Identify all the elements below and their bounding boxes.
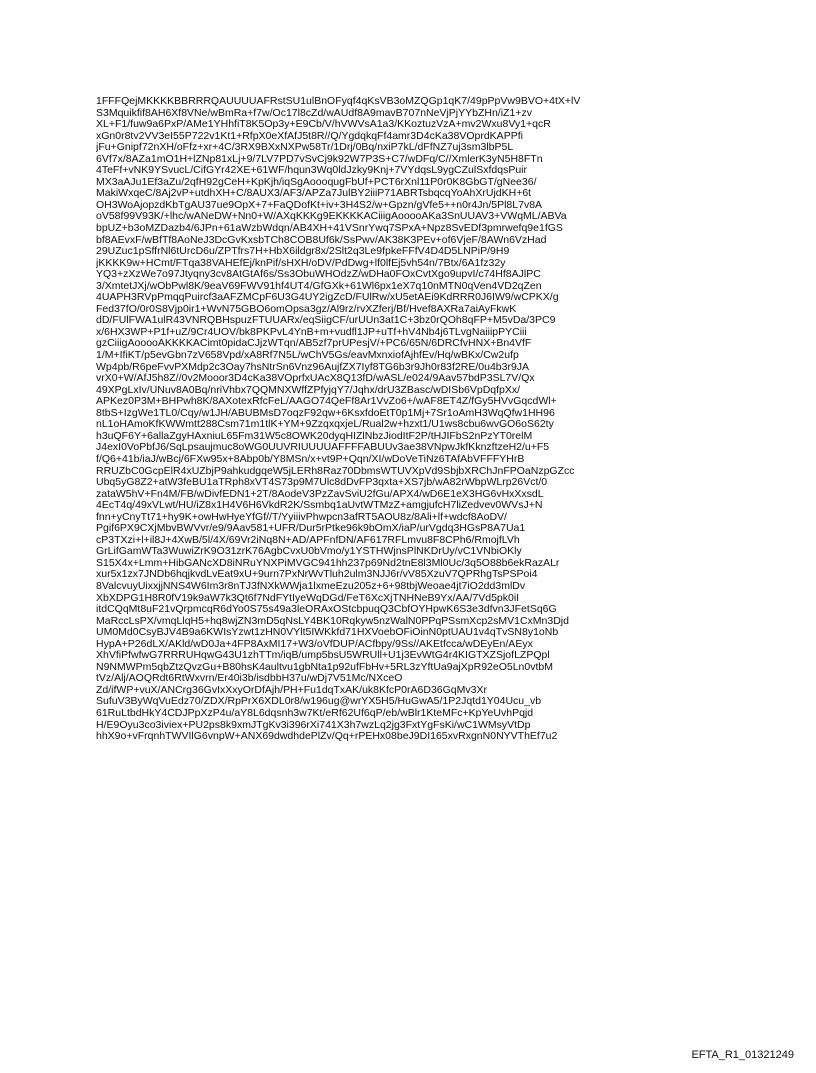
text-line: oV58f99V93K/+lhc/wANeDW+Nn0+W/AXqKKKg9EKKKKACiiigAooooAKa3SnUUAV3+VWqML/ABVa bbox=[96, 211, 567, 223]
text-line: gzCiiigAooooAKKKKACimt0pidaCJjzWTqn/AB5zf7prUPesjV/+PC6/65N/6DRCfvHNX+Bn4VfF bbox=[96, 338, 532, 350]
text-line: jFu+Gnipf72nXH/oFfz+xr+4C/3RX9BXxNXPw58Tr/1Drj/0Bq/nxiP7kL/dFfNZ7uj3sm3lbP5L bbox=[96, 142, 514, 154]
text-line: bpUZ+b3oMZDazb4/6JPn+61aWzbWdqn/AB4XH+41VSnrYwq7SPxA+Npz8SvEDf3pmrwefq9e1fGS bbox=[96, 223, 563, 235]
text-line: XhVfiPfwfwG7RRRUHqwG43U1zhTTm/iqB/ump5bsU5WRUll+U1j3EvWtG4r4KIGTXZSjofLZPQpl bbox=[96, 650, 550, 662]
text-line: f/Q6+41b/iaJ/wBcj/6FXw95x+8Abp0b/Y8MSn/x+vt9P+Qqn/XI/wDoVeTiNz6TAfAbVFFFYHrB bbox=[96, 453, 525, 465]
text-line: x/6HX3WP+P1f+uZ/9Cr4UOV/bk8PKPvL4YnB+m+vudfl1JP+uTf+hV4Nb4j6TLvgNaiiipPYCiii bbox=[96, 326, 527, 338]
text-line: MaRccLsPX/vmqLlqH5+hq8wjZN3mD5qNsLY4BK10Rqkyw5nzWalN0PPqPSsmXcp2sMV1CxMn3Djd bbox=[96, 615, 569, 627]
text-line: Pgif6PX9CXjMbvBWVvr/e9/9Aav581+UFR/Dur5rPtke96k9bOmX/iaP/urVgdq3HGsP8A7Ua1 bbox=[96, 523, 526, 535]
text-line: SufuV3ByWqVuEdz70/ZDX/RpPrX6XDL0r8/w196ug@wrYX5H5/HuGwA5/1P2Jqtd1Y04Ucu_vb bbox=[96, 696, 542, 708]
text-line: Wp4pb/R6peFvvPXMdp2c3Oay7hsNtrSn6Vnz96AujfZX7Iyf8TG6b3r9Jh0r83f2RE/0u4b3r9JA bbox=[96, 361, 530, 373]
text-line: 1FFFQejMKKKKBBRRRQAUUUUAFRstSU1ulBnOFyqf4qKsVB3oMZQGp1qK7/49pPpVw9BVO+4tX+lV bbox=[96, 96, 581, 107]
text-line: MakiWxqeC/8Aj2vP+utdhXH+C/8AUX3/AF3/APZa7JulBY2iiiP71ABRTsbqcqYoAhXrUjdKH+6t bbox=[96, 188, 532, 200]
text-line: jKKKK9w+HCmt/FTqa38VAHEfEj/knPif/sHXH/oDV/PdDwg+lf0lfEj5vh54n/7Btx/6A1fz32y bbox=[96, 257, 506, 269]
text-line: N9NMWPm5qbZtzQvzGu+B80hsK4aultvu1gbNta1p92ufFbHv+5RL3zYftUa9ajXpR92eO5Ln0vtbM bbox=[96, 661, 553, 673]
text-line: H/E9Oyu3co3iviex+PU2ps8k9xmJTgKv3i396rXi741X3h7wzLq2jg3FxtYgFsKi/wC1WMsyVtDp bbox=[96, 719, 531, 731]
text-line: S3Mquikfif8AH6Xf8VNe/wBmRa+f7w/Oc17l8cZd/wAUdf8A9mavB707nNeVjPjYYbZHn/iZ1+zv bbox=[96, 107, 532, 119]
text-line: 4TeFf+vNK9YSvucL/CifGYr42XE+61WF/hqun3Wq0ldJzky9Knj+7VYdqsL9ygCZulSxfdqsPuir bbox=[96, 165, 528, 177]
text-line: cP3TXzi+l+il8J+4XwB/5l/4X/69Vr2iNq8N+AD/APFnfDN/AF617RFLmvu8F8CPh6/RmojfLVh bbox=[96, 534, 520, 546]
text-line: MX3aAJu1Ef3aZu/2qfH92gCeH+KpKjh/iqSgAoooqugFbUf+PCT6rXnl11P0r0K8GbGT/gNee36/ bbox=[96, 176, 537, 188]
text-line: XL+F1/fuw9a6PxP/AMe1YHhfiT8K5Op3y+E9Cb/V/hVWVsA1a3/KKoztuzVzA+mv2Wxu8Vy1+qcR bbox=[96, 119, 551, 131]
text-line: HypA+P26dLX/AKld/wD0Ja+4FP8AxMI17+W3/oVfDUP/ACfbpy/9Ss//AKEtfcca/wDEyEn/AEyx bbox=[96, 638, 533, 650]
text-line: 29UZuc1pSffrNl6tUrcD6u/ZPTfrs7H+HbX6ildgr8x/2Slt2q3Le9fpkeFFfV4D4D5LNPiP/9H9 bbox=[96, 246, 510, 258]
text-line: xGn0r8tv2VV3eI55P722v1Kt1+RfpX0eXfAfJ5t8R//Q/YgdqkqFf4amr3D4cKa38VOprdKAPPfi bbox=[96, 130, 523, 142]
text-line: RRUZbC0GcpElR4xUZbjP9ahkudgqeW5jLERh8Raz70DbmsWTUVXpVd9SbjbXRChJnFPOaNzpGZcc bbox=[96, 465, 575, 477]
text-line: zataW5hV+Fn4M/FB/wDivfEDN1+2T/8AodeV3PzZavSviU2fGu/APX4/wD6E1eX3HG6vHxXxsdL bbox=[96, 488, 544, 500]
text-line: tVz/Alj/AOQRdt6RtWxvrn/Er40i3b/isdbbH37u/wDj7V51Mc/NXceO bbox=[96, 673, 403, 685]
text-line: xur5x1zx7JNDb6hqjkvdLvEat9xU+9urn7PxNrWvTluh2ulm3NJJ6r/vV85XzuV7QPRhgTsPSPoi4 bbox=[96, 569, 538, 581]
text-line: 1/M+IfiKT/p5evGbn7zV658Vpd/xA8Rf7N5L/wChV5Gs/eavMxnxiofAjhfEv/Hq/wBKx/Cw2ufp bbox=[96, 350, 519, 362]
text-line: 8ValcvuyUixxjjNNS4W6Im3r8nTJ3fNXkWWja1lxmeEzu205z+6+98tbjWeoae4jt7iO2dd3mlDv bbox=[96, 580, 526, 592]
text-line: S15X4x+Lmm+HibGANcXD8iNRuYNXPiMVGC941hh237p69Nd2tnE8l3Ml0Uc/3q5O88b6ekRazALr bbox=[96, 557, 560, 569]
text-line: nL1oHAmoKfKWWmtt288Csm71m1tlK+YM+9ZzqxqxjeL/Rual2w+hzxt1/U1ws8cbu6wvGO6oS62ty bbox=[96, 419, 554, 431]
text-line: 61RuLtbdHkY4CDJPpXzP4u/aY8L6dqsnh3w7Kt/eRf62Uf6qP/eb/wBlr1KteMFc+KpYeUvhPqjd bbox=[96, 707, 534, 719]
text-line: UM0Md0CsyBJV4B9a6KWIsYzwt1zHN0VYlt5IWKkfd71HXVoebOFiOinN0ptUAU1v4qTvSN8y1oNb bbox=[96, 627, 559, 639]
text-line: vrX0+W/AfJ5h8Z//0v2Mooor3D4cKa38VOprfxUAcX8Q13fD/wASL/e024/9Aav57bdP3SL7V/Qx bbox=[96, 373, 535, 385]
document-id-label: EFTA_R1_01321249 bbox=[691, 1049, 794, 1061]
text-line: 3/XmtetJXj/wObPwl8K/9eaV69FWV91hf4UT4/GfGXk+61Wl6px1eX7q10nMTN0qVen4VD2qZen bbox=[96, 280, 542, 292]
text-line: GrLifGamWTa3WuwiZrK9O31zrK76AgbCvxU0bVmo/y1YSTHWjnsPlNKDrUy/vC1VNbiOKly bbox=[96, 546, 522, 558]
text-line: YQ3+zXzWe7o97Jtyqny3cv8AtGtAf6s/Ss3ObuWHOdzZ/wDHa0FOxCvtXgo9upvI/c74Hf8AJlPC bbox=[96, 269, 541, 281]
text-line: 8tbS+IzgWe1TL0/Cqy/w1JH/ABUBMsD7oqzF92qw+6KsxfdoEtT0p1Mj+7Sr1oAmH3WqQfw1HH96 bbox=[96, 407, 555, 419]
text-line: bf8AEvxF/wBfTf8AoNeJ3DcGvKxsbTCh8COB8Uf6k/SsPwv/AK38K3PEv+of6VjeF/8AWn6VzHad bbox=[96, 234, 547, 246]
text-line: 49XPgLxIv/UNuv8A0Bq/nriVhbx7QQMNXWffZPfyjqY7/Jqhx/drU3ZBasc/wDISb6VpDqfpXx/ bbox=[96, 384, 521, 396]
text-line: 6Vf7x/8AZa1mO1H+lZNp81xLj+9/7LV7PD7vSvCj9k92W7P3S+C7/wDFq/C//XmlerK3yN5H8FTn bbox=[96, 153, 543, 165]
text-line: OH3WoAjopzdKbTgAU37ue9OpX+7+FaQDofKt+iv+3H4S2/w+Gpzn/gVfe5++n0r4Jn/5Pl8L7v8A bbox=[96, 199, 543, 211]
text-line: fnn+yCnyTt71+hy9K+owHwHyeYfGf//T/YyiiivPhwpcn3afRT5AOU8z/8Ali+lf+wdcf8AoDV/ bbox=[96, 511, 507, 523]
text-line: itdCQqMt8uF21vQrpmcqR6dYo0S75s49a3leORAxOStcbpuqQ3CbfOYHpwK6S3e3dfvn3JFetSq6G bbox=[96, 604, 557, 616]
text-line: 4UAPH3RVpPmqqPuircf3aAFZMCpF6U3G4UY2igZcD/FUlRw/xU5etAEi9KdRRR0J6IW9/wCPKX/g bbox=[96, 292, 559, 304]
text-line: J4exI0VoPbfJ6/SqLpsaujmuc8oWG0UUVRIUUUUAFFFFABUUv3ae38VNpwJkfKknzftzeH2/u+F5 bbox=[96, 442, 550, 454]
encoded-text-block bbox=[96, 96, 786, 743]
text-line: 4EcT4q/49xVLwt/HU/iZ8x1H4V6H6VkdR2K/Ssmbq1aUvtWTMzZ+amgjufcH7liZedvev0WVsJ+N bbox=[96, 500, 543, 512]
text-line: hhX9o+vFrqnhTWVIlG6vnpW+ANX69dwdhdePlZv/Qq+rPEHx08beJ9DI165xvRxgnN0NYVThEf7u2 bbox=[96, 731, 558, 743]
text-line: XbXDPG1H8R0fV19k9aW7k3Qt6f7NdFYtIyeWqDGd/FeT6XcXjTNHNeB9Yx/AA/7Vd5pk0iI bbox=[96, 592, 520, 604]
text-line: h3uQF6Y+6allaZgyHAxniuL65Fm31W5c8OWK20dyqHIZlNbzJiodItF2P/tHJIFbS2nPzYT0relM bbox=[96, 430, 533, 442]
text-line: Zd/ifWP+vuX/ANCrg36GvIxXxyOrDfAjh/PH+Fu1dqTxAK/uk8KfcP0rA6D36GqMv3Xr bbox=[96, 684, 487, 696]
text-line: dD/FUlFWA1ulR43VNRQBHspuzFTUUARx/eqSiigCF/urUUn3at1C+3bz0rQOh8qFP+M5vDa/3PC9 bbox=[96, 315, 556, 327]
text-line: Ubq5yG8Z2+atW3feBU1aTRph8xVT4S73p9M7Ulc8dDvFP3qxta+XS7jb/wA82rWbpWLrp26Vct/0 bbox=[96, 477, 548, 489]
text-line: Fed37fO/0r0S8Vjp0ir1+WvN75GBO6omOpsa3gz/Al9rz/rvXZferj/Bf/Hvef8AXRa7aiAyFkwK bbox=[96, 303, 517, 315]
text-line: APKez0P3M+BHPwh8K/8AXotexRfcFeL/AAGO74QeFf8Ar1VvZo6+/wAF8ET4Z/fGy5HVvGqcdWl+ bbox=[96, 396, 557, 408]
